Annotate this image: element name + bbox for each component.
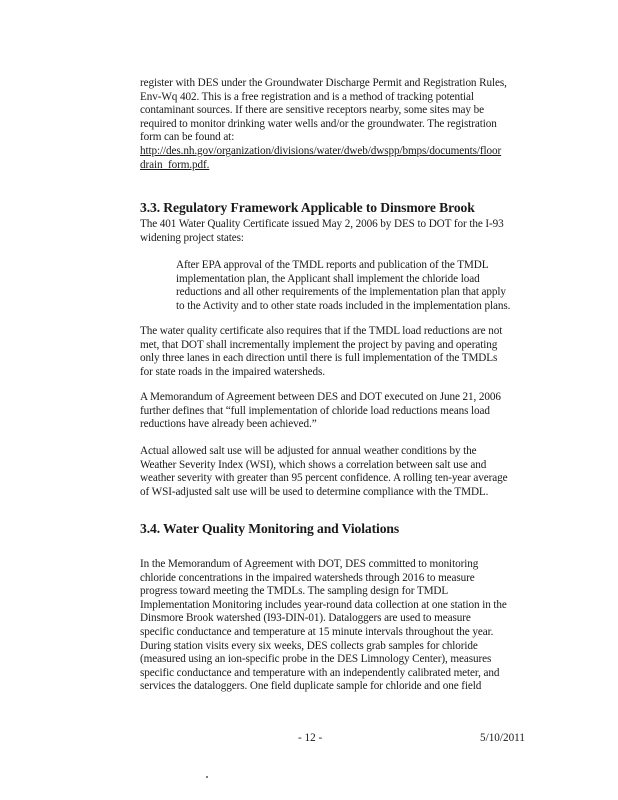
text-line: weather severity with greater than 95 percent confidence. A rolling ten-year average (140, 472, 508, 485)
text-line: In the Memorandum of Agreement with DOT, DES committed to monitoring (140, 558, 479, 570)
text-line: During station visits every six weeks, DES collects grab samples for chloride (140, 639, 478, 652)
text-line: required to monitor drinking water wells and/or the groundwater. The registration (140, 117, 497, 130)
text-line: chloride concentrations in the impaired watersheds through 2016 to measure (140, 571, 475, 584)
text-line: of WSI-adjusted salt use will be used to determine compliance with the TMDL. (140, 485, 489, 498)
text-line: progress toward meeting the TMDLs. The sampling design for TMDL (140, 585, 449, 598)
section-heading-3-4: 3.4. Water Quality Monitoring and Violations (140, 521, 400, 536)
text-line: The water quality certificate also requires that if the TMDL load reductions are not (140, 325, 503, 337)
text-line: specific conductance and temperature at 15 minute intervals throughout the year. (140, 625, 494, 638)
block-quote (176, 259, 536, 313)
text-line: register with DES under the Groundwater Discharge Permit and Registration Rules, (140, 77, 507, 89)
text-line: Implementation Monitoring includes year-round data collection at one station in the (140, 598, 507, 611)
text-line: reductions have already been achieved.” (140, 418, 317, 431)
text-line: (measured using an ion-specific probe in the DES Limnology Center), measures (140, 653, 492, 666)
form-link[interactable]: drain_form.pdf. (140, 158, 210, 171)
text-line: to the Activity and to other state roads included in the implementation plans. (176, 299, 511, 312)
text-line: The 401 Water Quality Certificate issued May 2, 2006 by DES to DOT for the I-93 (140, 218, 504, 230)
scan-speck (206, 776, 208, 778)
text-line: only three lanes in each direction until there is full implementation of the TMDLs (140, 352, 498, 365)
text-line: contaminant sources. If there are sensitive receptors nearby, some sites may be (140, 104, 484, 117)
page-number: - 12 - (298, 732, 323, 744)
section-3-3-intro (140, 218, 534, 245)
text-line: Actual allowed salt use will be adjusted for annual weather conditions by the (140, 445, 477, 457)
form-link[interactable]: http://des.nh.gov/organization/divisions/water/dweb/dwspp/bmps/documents/floor (140, 144, 502, 157)
text-line: met, that DOT shall incrementally implement the project by paving and operating (140, 338, 498, 351)
paragraph-salt-use (140, 445, 534, 499)
text-line: Weather Severity Index (WSI), which shows a correlation between salt use and (140, 458, 487, 471)
paragraph-monitoring (140, 558, 534, 694)
footer-date: 5/10/2011 (480, 732, 525, 744)
text-line: Env-Wq 402. This is a free registration and is a method of tracking potential (140, 90, 474, 103)
section-heading-3-3: 3.3. Regulatory Framework Applicable to Dinsmore Brook (140, 200, 475, 215)
paragraph-top (140, 77, 534, 172)
paragraph-memorandum (140, 391, 534, 432)
text-line: for state roads in the impaired watersheds. (140, 365, 325, 378)
text-line: implementation plan, the Applicant shall implement the chloride load (176, 272, 480, 285)
text-line: After EPA approval of the TMDL reports and publication of the TMDL (176, 259, 489, 271)
text-line: further defines that “full implementation of chloride load reductions means load (140, 404, 490, 417)
text-line: services the dataloggers. One field duplicate sample for chloride and one field (140, 680, 482, 693)
text-line: A Memorandum of Agreement between DES and DOT executed on June 21, 2006 (140, 391, 501, 403)
text-line: reductions and all other requirements of the implementation plan that apply (176, 286, 506, 299)
text-line: Dinsmore Brook watershed (I93-DIN-01). Dataloggers are used to measure (140, 612, 471, 625)
paragraph-certificate (140, 325, 534, 379)
text-line: form can be found at: (140, 131, 235, 144)
text-line: specific conductance and temperature with an independently calibrated meter, and (140, 666, 500, 679)
text-line: widening project states: (140, 231, 244, 244)
